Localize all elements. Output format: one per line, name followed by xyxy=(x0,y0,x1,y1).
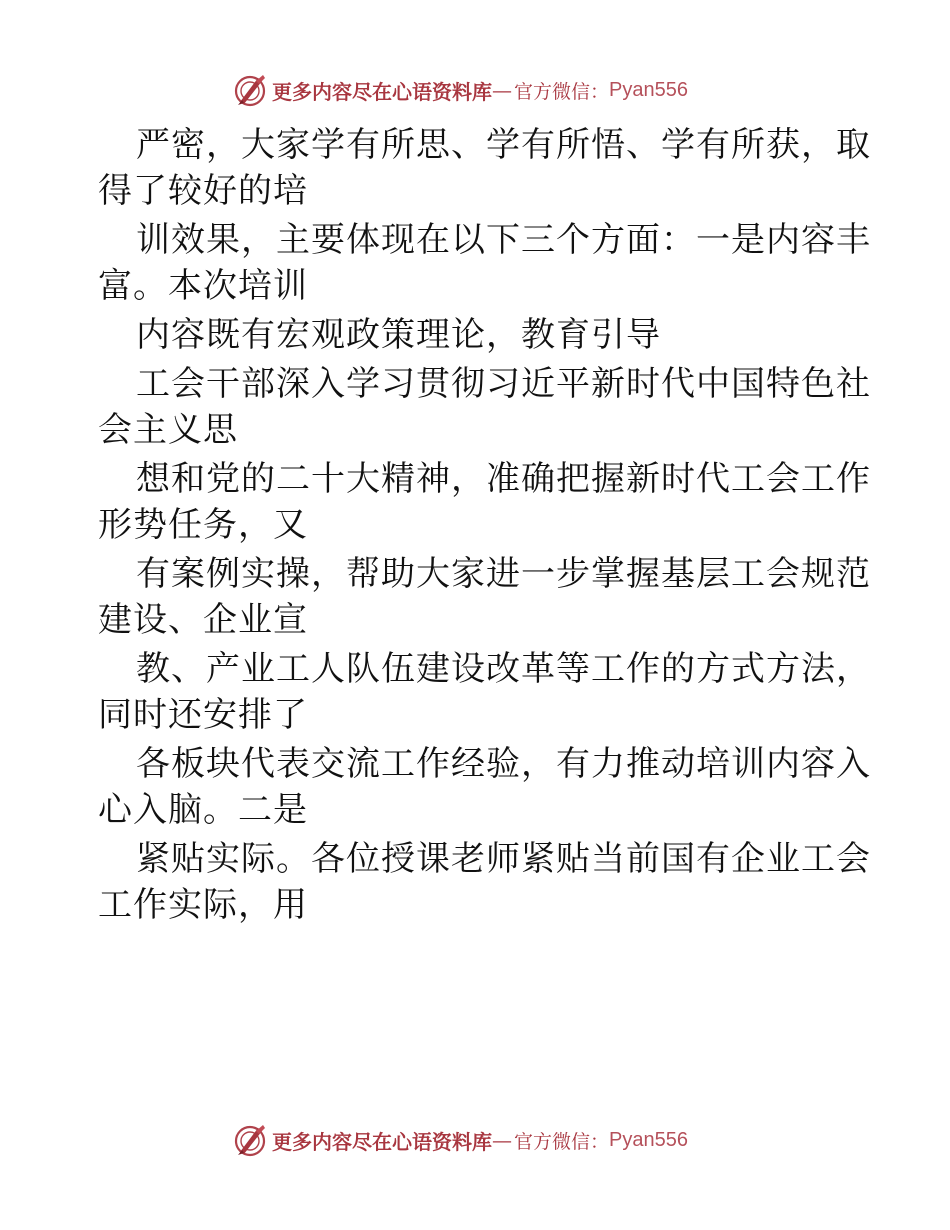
banner-title: 更多内容尽在心语资料库 xyxy=(272,1129,492,1154)
text-line: 想和党的二十大精神，准确把握新时代工会工作 xyxy=(136,459,871,499)
text-line: 有案例实操，帮助大家进一步掌握基层工会规范 xyxy=(136,554,871,594)
quill-logo-icon xyxy=(232,1122,268,1158)
banner-wechat-id: Pyan556 xyxy=(609,78,688,101)
text-line: 训效果，主要体现在以下三个方面：一是内容丰 xyxy=(136,220,871,260)
text-line: 教、产业工人队伍建设改革等工作的方式方法， xyxy=(136,649,871,689)
text-line: 工作实际，用 xyxy=(98,885,308,925)
text-line: 心入脑。二是 xyxy=(98,790,308,830)
quill-logo-icon xyxy=(232,72,268,108)
banner-wechat-id: Pyan556 xyxy=(609,1128,688,1151)
banner-wechat-label: 官方微信： xyxy=(514,1130,610,1153)
text-line: 形势任务，又 xyxy=(98,505,308,545)
banner-wechat-label: 官方微信： xyxy=(514,80,610,103)
banner-title: 更多内容尽在心语资料库 xyxy=(272,79,492,104)
text-line: 内容既有宏观政策理论，教育引导 xyxy=(136,315,661,355)
document-body xyxy=(98,122,871,928)
text-line: 同时还安排了 xyxy=(98,695,308,735)
text-line: 得了较好的培 xyxy=(98,171,308,211)
banner-separator: — xyxy=(492,1128,512,1152)
text-line: 会主义思 xyxy=(98,410,238,450)
text-line: 各板块代表交流工作经验，有力推动培训内容入 xyxy=(136,744,871,784)
text-line: 严密，大家学有所思、学有所悟、学有所获，取 xyxy=(136,125,871,165)
text-line: 紧贴实际。各位授课老师紧贴当前国有企业工会 xyxy=(136,839,871,879)
text-line: 富。本次培训 xyxy=(98,266,308,306)
text-line: 建设、企业宣 xyxy=(98,600,308,640)
header-watermark-banner xyxy=(232,70,688,110)
footer-watermark-banner xyxy=(232,1120,688,1160)
banner-separator: — xyxy=(492,78,512,102)
text-line: 工会干部深入学习贯彻习近平新时代中国特色社 xyxy=(136,364,871,404)
